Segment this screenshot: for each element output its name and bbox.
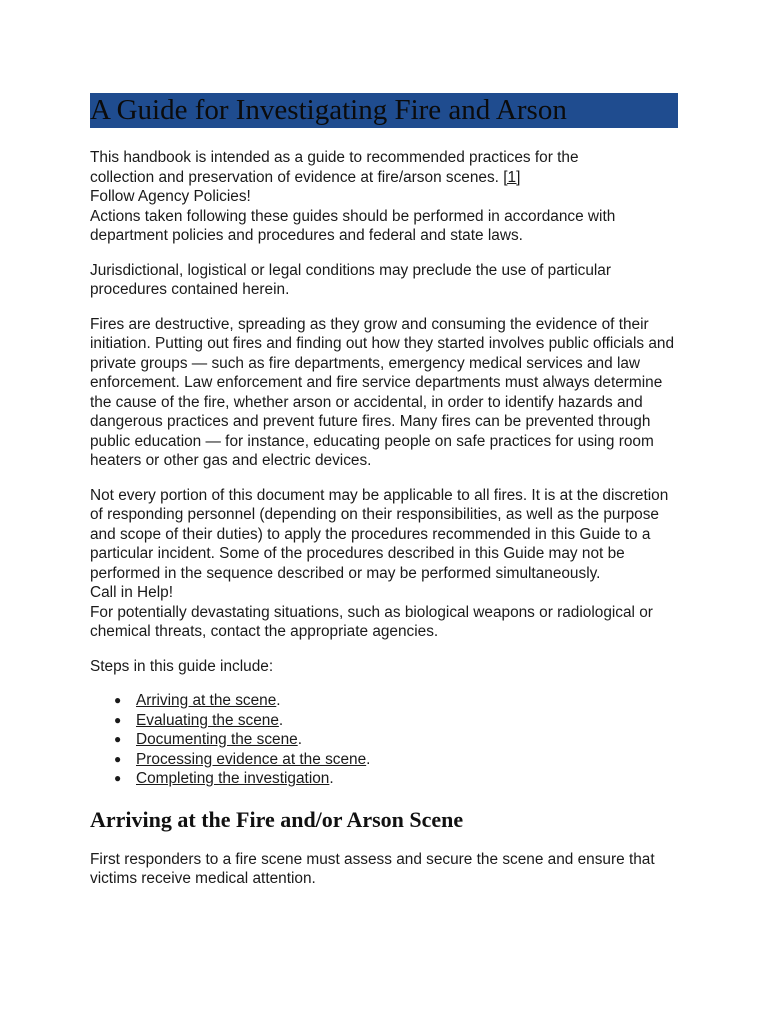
bullet-icon: ● — [114, 751, 122, 766]
step-suffix: . — [278, 711, 284, 729]
jurisdiction-paragraph: Jurisdictional, logistical or legal conditions may preclude the use of particular procedures contained herein. — [90, 261, 611, 298]
discretion-text: Not every portion of this document may be applicable to all fires. It is at the discretion of responding personnel (depending on their responsibilities, as well as the purpose and scope of their duties) to apply the procedures recommended in this Guide to a particular incident. Some of the procedures described in this Guide may not be performed in the sequence described or may be performed simultaneously. — [90, 486, 669, 582]
policy-text: Actions taken following these guides should be performed in accordance with department policies and procedures and federal and state laws. — [90, 207, 616, 244]
title-bar — [90, 93, 678, 128]
call-in-help-text: For potentially devastating situations, such as biological weapons or radiological or chemical threats, contact the appropriate agencies. — [90, 603, 653, 640]
step-link-documenting[interactable]: Documenting the scene — [136, 731, 298, 748]
section-paragraph: First responders to a fire scene must assess and secure the scene and ensure that victims receive medical attention. — [90, 850, 655, 887]
call-in-help-heading: Call in Help! — [90, 584, 173, 601]
steps-list — [90, 691, 680, 789]
step-suffix: . — [276, 692, 281, 709]
list-item — [90, 769, 680, 789]
step-link-processing[interactable]: Processing evidence at the scene — [136, 750, 367, 768]
bullet-icon: ● — [114, 732, 122, 746]
list-item — [90, 691, 680, 711]
intro-paragraph — [90, 148, 680, 246]
step-link-completing[interactable]: Completing the investigation — [136, 770, 330, 787]
bullet-icon: ● — [114, 712, 122, 727]
intro-line-1: This handbook is intended as a guide to recommended practices for the — [90, 149, 579, 166]
page-title: A Guide for Investigating Fire and Arson — [90, 94, 567, 126]
document-page — [90, 93, 680, 889]
step-suffix: . — [329, 770, 334, 787]
step-link-arriving[interactable]: Arriving at the scene — [136, 692, 277, 709]
section-heading: Arriving at the Fire and/or Arson Scene — [90, 806, 464, 832]
list-item — [90, 750, 680, 770]
list-item — [90, 730, 680, 750]
discretion-paragraph — [90, 486, 680, 642]
bullet-icon: ● — [114, 771, 122, 785]
list-item — [90, 711, 680, 731]
step-link-evaluating[interactable]: Evaluating the scene — [136, 711, 279, 729]
fires-paragraph: Fires are destructive, spreading as they grow and consuming the evidence of their initiation. Putting out fires and finding out how they started involves public officials and private groups — such as fire departments, emergency medical services and law enforcement. Law enforcement and fire service departments must always determine the cause of the fire, whether arson or accidental, in order to identify hazards and dangerous practices and prevent future fires. Many fires can be prevented through public education — for instance, educating people on safe practices for using room heaters or other gas and electric devices. — [90, 315, 675, 469]
follow-policies-heading: Follow Agency Policies! — [90, 188, 251, 205]
intro-line-2: collection and preservation of evidence at fire/arson scenes. — [90, 168, 499, 186]
bullet-icon: ● — [114, 693, 122, 707]
step-suffix: . — [297, 731, 302, 748]
step-suffix: . — [366, 750, 371, 768]
steps-intro: Steps in this guide include: — [90, 657, 274, 675]
footnote-link[interactable]: [1] — [503, 168, 521, 186]
